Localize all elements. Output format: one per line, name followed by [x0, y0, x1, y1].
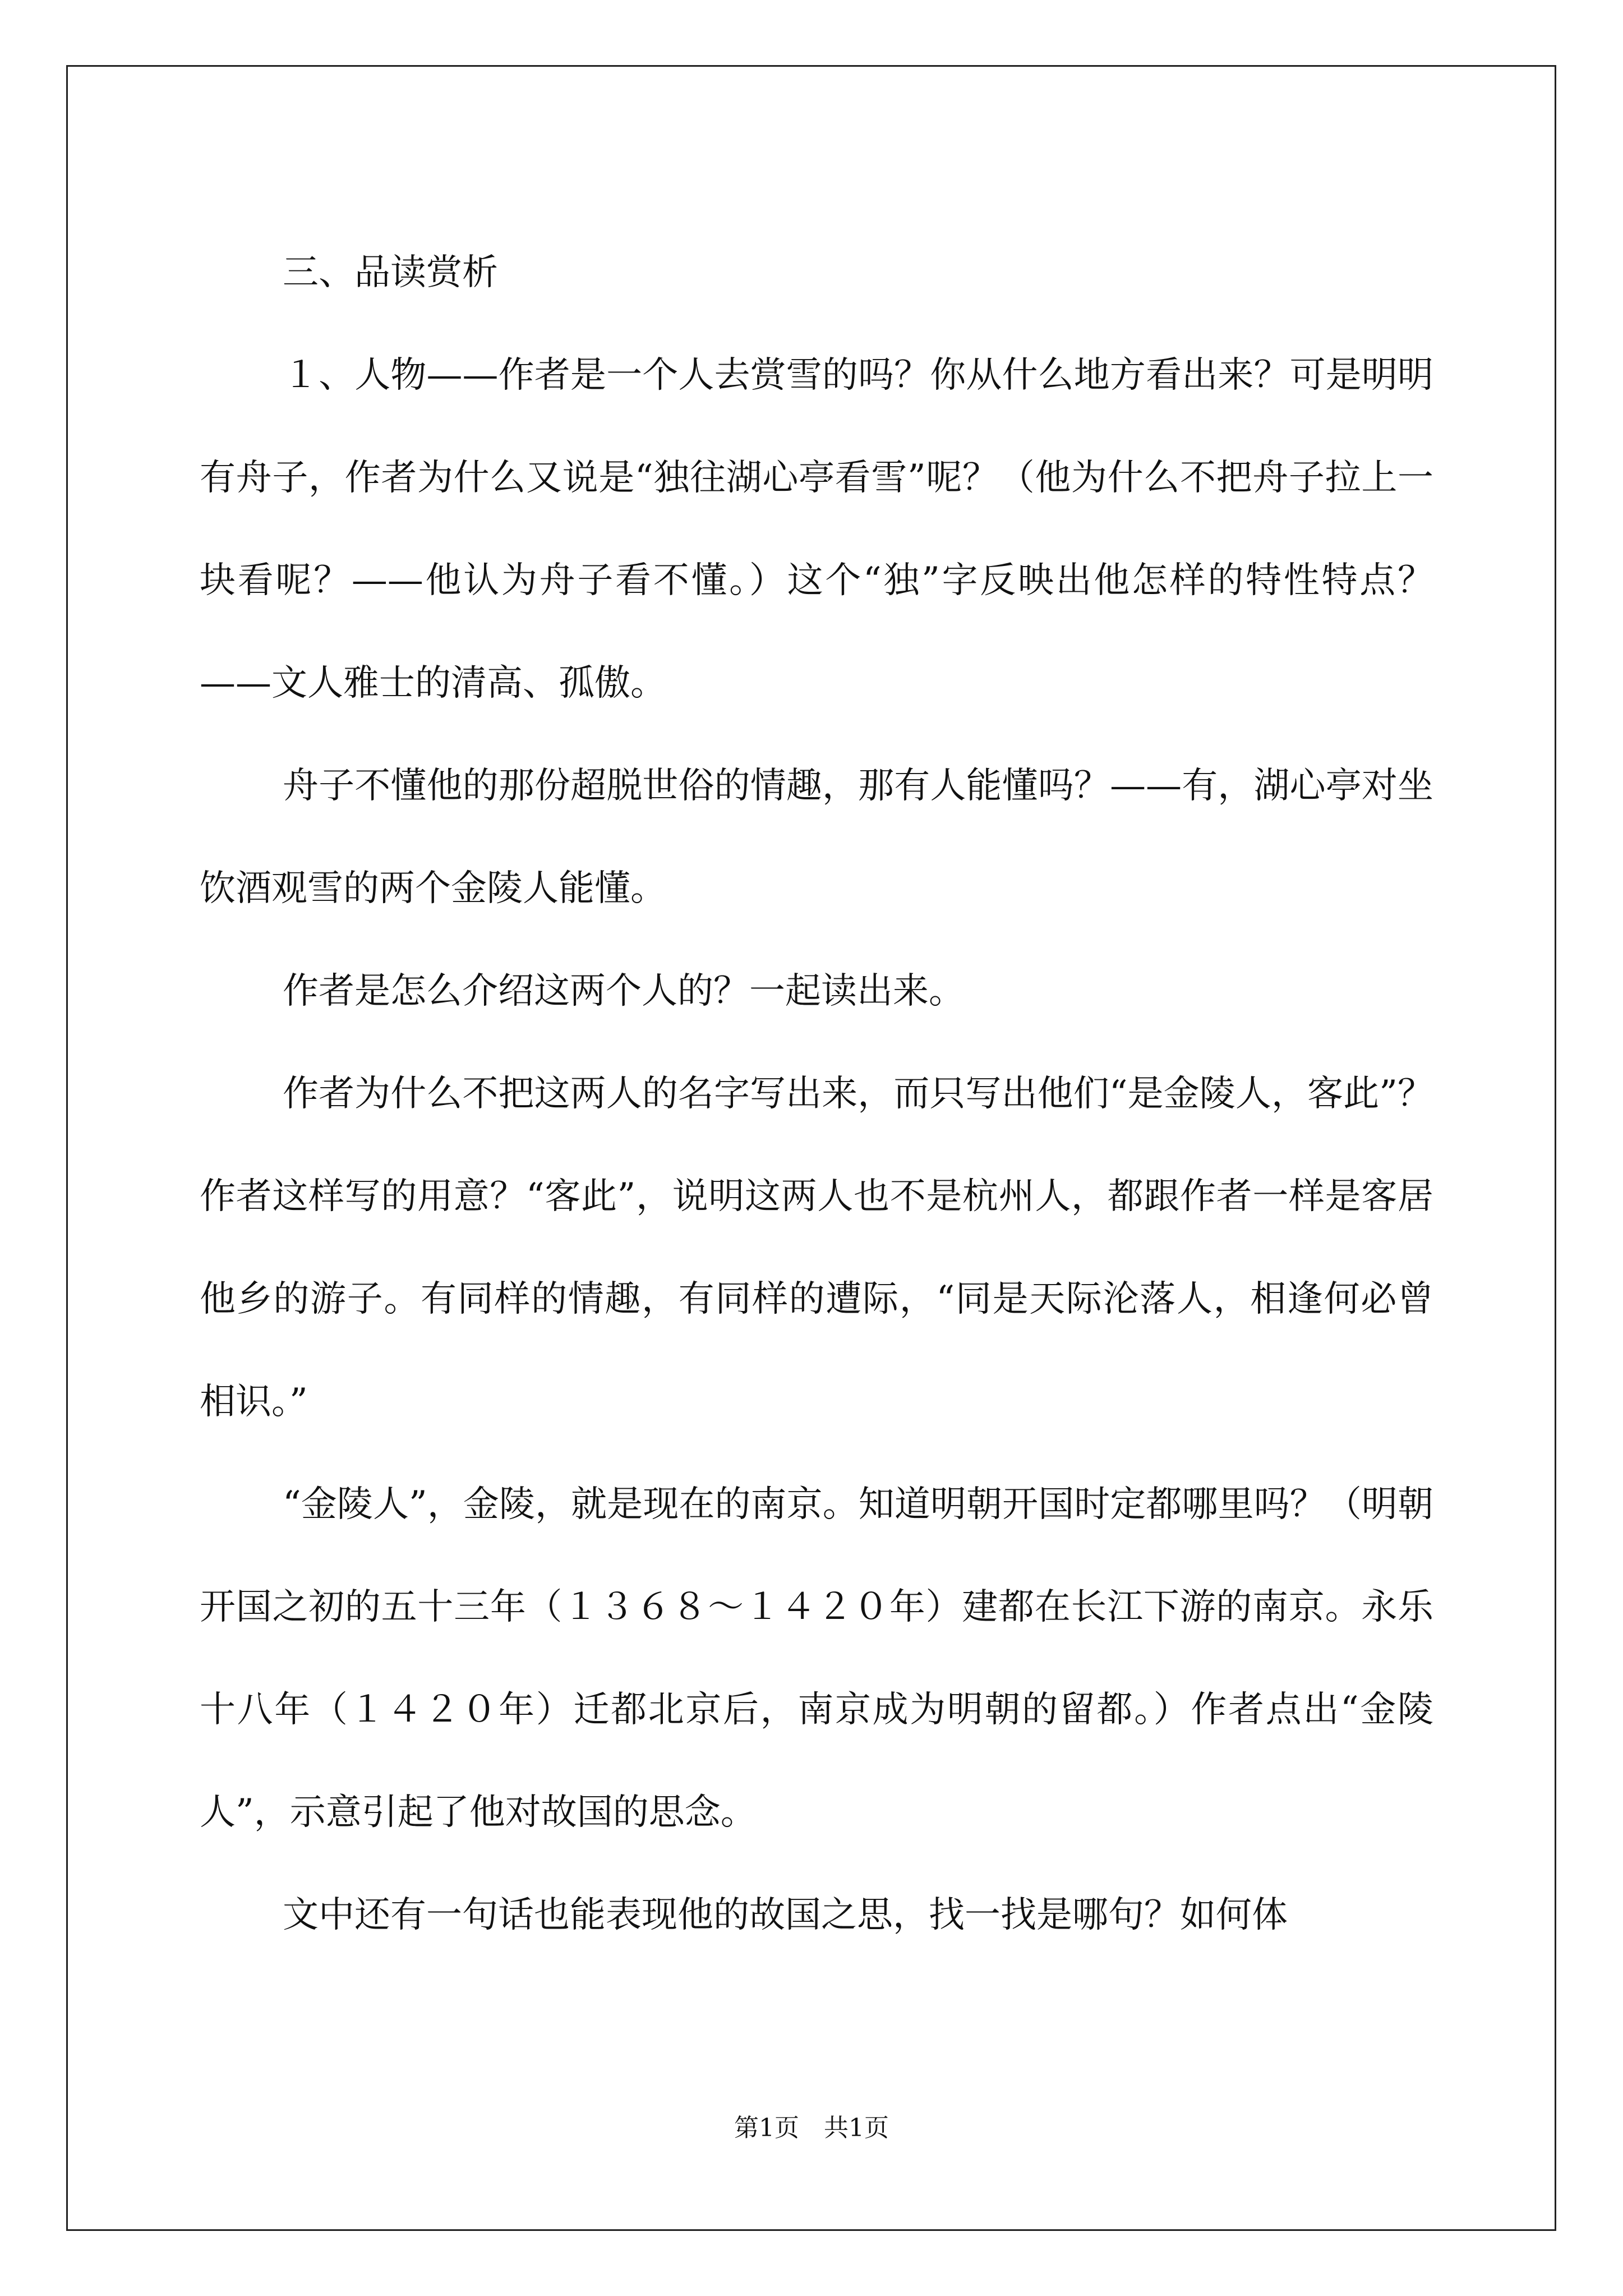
paragraph: 舟子不懂他的那份超脱世俗的情趣，那有人能懂吗？——有，湖心亭对坐饮酒观雪的两个金陵人能懂。 [200, 765, 1433, 909]
paragraph: １、人物——作者是一个人去赏雪的吗？你从什么地方看出来？可是明明有舟子，作者为什么又说是“独往湖心亭看雪”呢？（他为什么不把舟子拉上一块看呢？——他认为舟子看不懂。）这个“独”字反映出他怎样的特性特点？——文人雅士的清高、孤傲。 [200, 355, 1433, 704]
paragraph: 作者是怎么介绍这两个人的？一起读出来。 [283, 970, 965, 1012]
section-heading: 三、品读赏析 [283, 252, 498, 293]
document-body [200, 222, 1433, 1967]
paragraph: 作者为什么不把这两人的名字写出来，而只写出他们“是金陵人，客此”？作者这样写的用意？“客此”，说明这两人也不是杭州人，都跟作者一样是客居他乡的游子。有同样的情趣，有同样的遭际，“同是天际沦落人，相逢何必曾相识。” [200, 1073, 1433, 1423]
paragraph: “金陵人”，金陵，就是现在的南京。知道明朝开国时定都哪里吗？（明朝开国之初的五十三年（１３６８～１４２０年）建都在长江下游的南京。永乐十八年（１４２０年）迁都北京后，南京成为明朝的留都。）作者点出“金陵人”，示意引起了他对故国的思念。 [200, 1484, 1433, 1833]
page-number-footer: 第1页 共1页 [734, 2114, 889, 2142]
paragraph: 文中还有一句话也能表现他的故国之思，找一找是哪句？如何体 [283, 1894, 1288, 1936]
